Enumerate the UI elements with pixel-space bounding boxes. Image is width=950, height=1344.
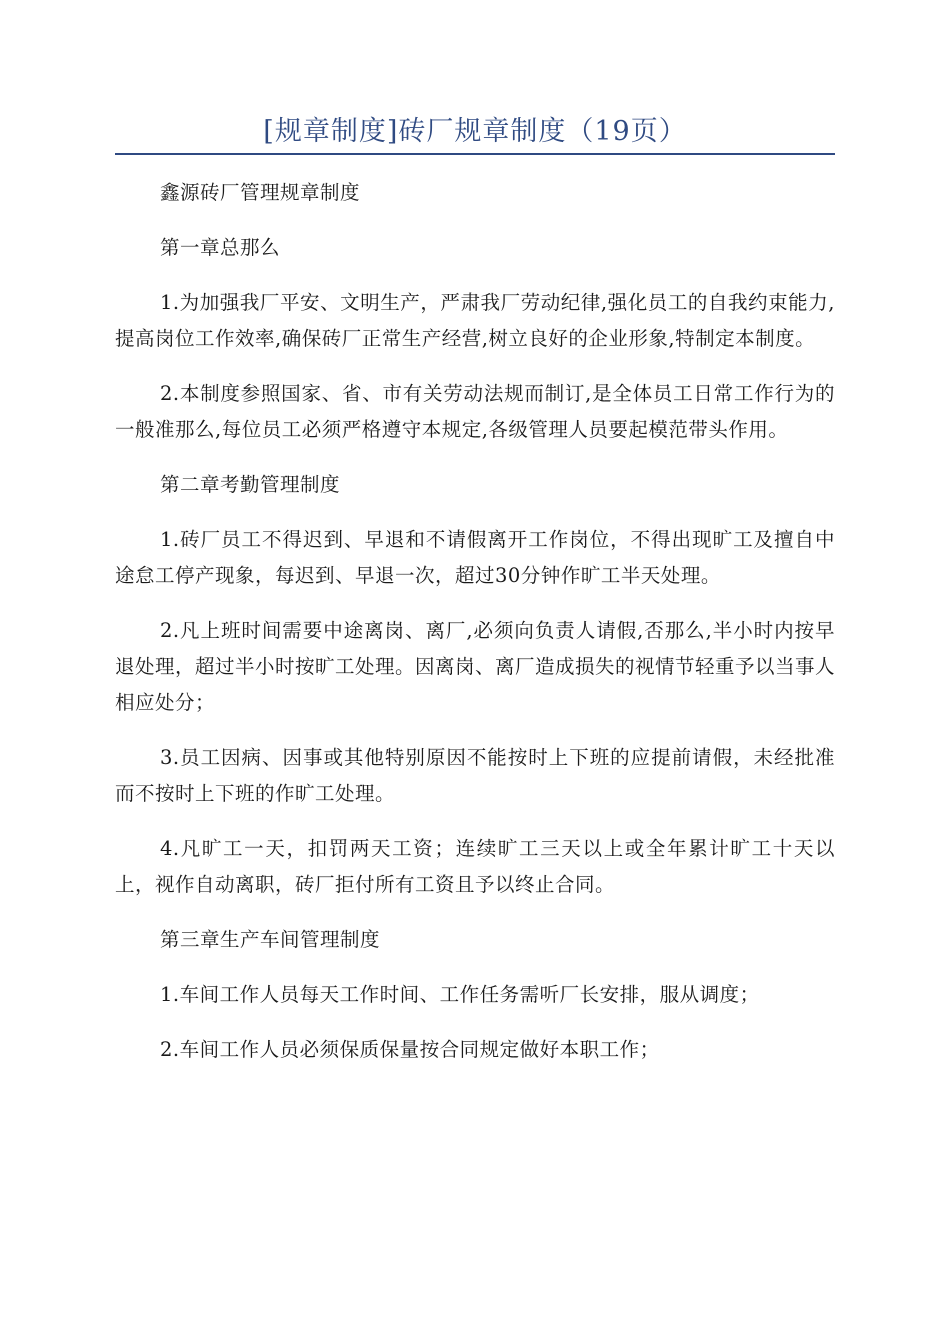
document-body [115, 175, 835, 1087]
paragraph: 1.为加强我厂平安、文明生产，严肃我厂劳动纪律,强化员工的自我约束能力,提高岗位工作效率,确保砖厂正常生产经营,树立良好的企业形象,特制定本制度。 [115, 291, 835, 350]
paragraph: 2.凡上班时间需要中途离岗、离厂,必须向负责人请假,否那么,半小时内按早退处理，超过半小时按旷工处理。因离岗、离厂造成损失的视情节轻重予以当事人相应处分； [115, 619, 836, 714]
paragraph: 4.凡旷工一天，扣罚两天工资；连续旷工三天以上或全年累计旷工十天以上，视作自动离职，砖厂拒付所有工资且予以终止合同。 [115, 837, 835, 896]
paragraph: 1.砖厂员工不得迟到、早退和不请假离开工作岗位，不得出现旷工及擅自中途怠工停产现象，每迟到、早退一次，超过30分钟作旷工半天处理。 [115, 528, 835, 587]
doc-heading-company: 鑫源砖厂管理规章制度 [160, 181, 361, 204]
chapter-heading-2: 第二章考勤管理制度 [160, 473, 341, 496]
chapter-heading-3: 第三章生产车间管理制度 [160, 928, 381, 951]
chapter-heading-1: 第一章总那么 [160, 236, 281, 259]
paragraph: 2.车间工作人员必须保质保量按合同规定做好本职工作； [160, 1038, 660, 1061]
paragraph: 1.车间工作人员每天工作时间、工作任务需听厂长安排，服从调度； [160, 983, 760, 1006]
paragraph: 3.员工因病、因事或其他特别原因不能按时上下班的应提前请假，未经批准而不按时上下班的作旷工处理。 [115, 746, 835, 805]
title-underline [115, 153, 835, 155]
document-title: [规章制度]砖厂规章制度（19页） [263, 116, 687, 147]
paragraph: 2.本制度参照国家、省、市有关劳动法规而制订,是全体员工日常工作行为的一般准那么,每位员工必须严格遵守本规定,各级管理人员要起模范带头作用。 [115, 382, 835, 441]
